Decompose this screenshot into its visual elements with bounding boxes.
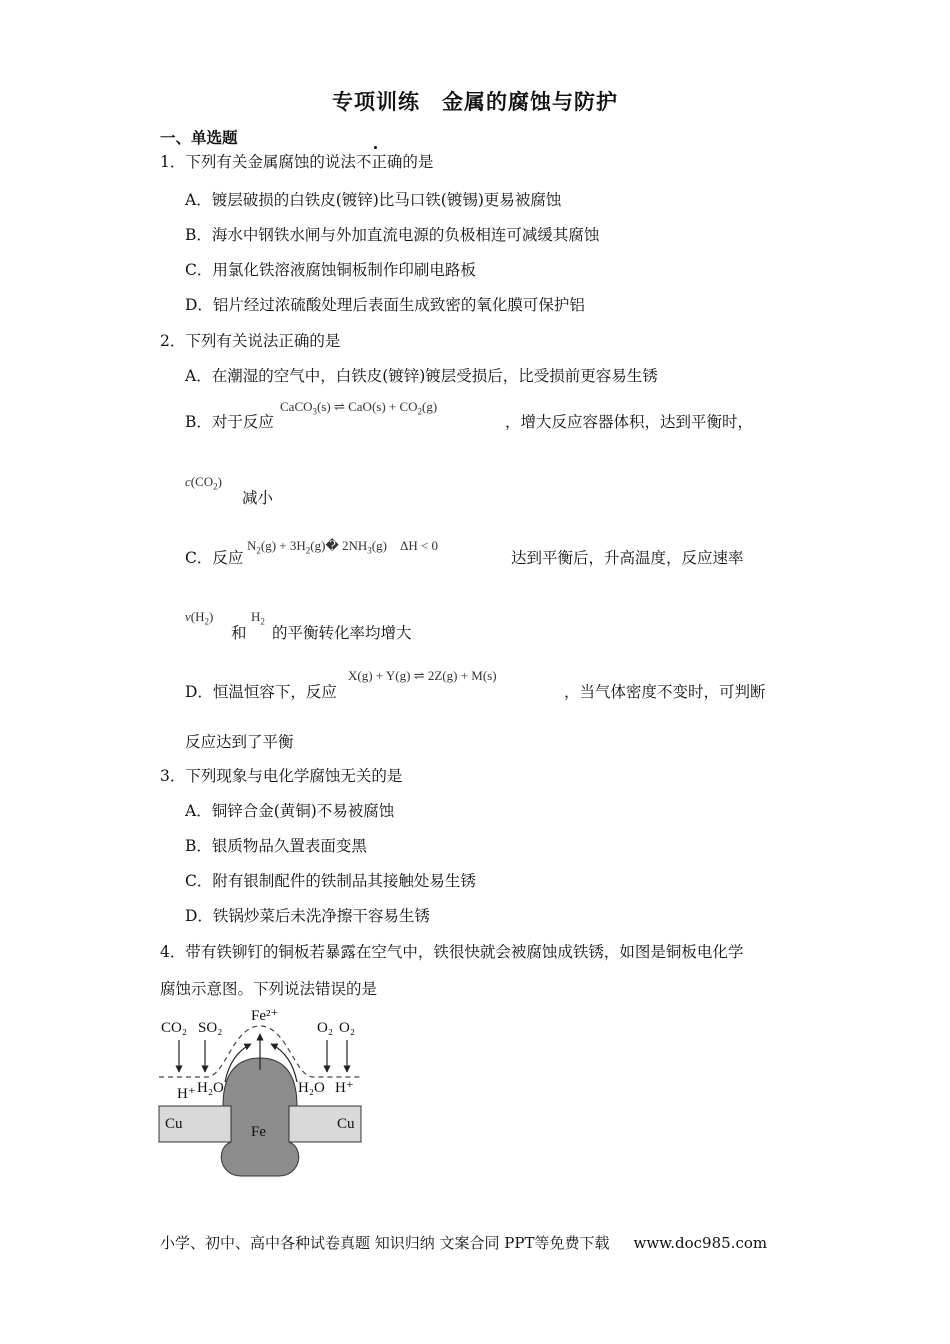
- question-4-line1: 4．带有铁铆钉的铜板若暴露在空气中，铁很快就会被腐蚀成铁锈，如图是铜板电化学: [160, 943, 744, 961]
- question-2-option-d-prefix: D．恒温恒容下，反应: [185, 683, 337, 701]
- question-3-option-a: A．铜锌合金(黄铜)不易被腐蚀: [185, 802, 395, 820]
- label-h2o-left: H₂O: [197, 1080, 224, 1096]
- question-3-stem: 3．下列现象与电化学腐蚀无关的是: [160, 767, 403, 785]
- formula-image-xyzm: X(g) + Y(g) ⇌ 2Z(g) + M(s): [348, 668, 497, 683]
- label-fe: Fe: [251, 1124, 266, 1140]
- formula-image-caco3: CaCO$_3$(s) ⇌ $CaO(s) + CO_2(g)$: [280, 399, 438, 417]
- question-2-option-c-and: 和: [231, 624, 247, 642]
- question-2-option-b-prefix: B．对于反应: [185, 413, 274, 431]
- question-3-option-d: D．铁锅炒菜后未洗净擦干容易生锈: [185, 907, 430, 925]
- label-co2: CO₂: [161, 1020, 188, 1036]
- emphasis-dot: [374, 146, 377, 149]
- label-h-left: H⁺: [177, 1086, 196, 1102]
- question-2-option-a: A．在潮湿的空气中，白铁皮(镀锌)镀层受损后，比受损前更容易生锈: [185, 367, 658, 385]
- fe-rivet: [221, 1058, 298, 1176]
- label-so2: SO₂: [198, 1020, 223, 1036]
- corrosion-diagram: [155, 1000, 370, 1185]
- question-2-option-d-suffix: ，当气体密度不变时，可判断: [564, 683, 766, 701]
- question-1-option-d: D．铝片经过浓硫酸处理后表面生成致密的氧化膜可保护铝: [185, 296, 585, 314]
- formula-image-c-co2: $c(CO_2)$: [185, 474, 223, 492]
- label-h2o-right: H₂O: [298, 1080, 325, 1096]
- question-4-line2: 腐蚀示意图。下列说法错误的是: [160, 980, 378, 998]
- question-2-option-b-suffix: ，增大反应容器体积，达到平衡时，: [505, 413, 754, 431]
- label-cu-right: Cu: [337, 1116, 355, 1132]
- question-2-stem: 2．下列有关说法正确的是: [160, 332, 341, 350]
- question-1-stem: 1．下列有关金属腐蚀的说法不正确的是: [160, 153, 434, 171]
- question-3-option-b: B．银质物品久置表面变黑: [185, 837, 367, 855]
- section-heading: 一、单选题: [160, 128, 238, 147]
- page-title: 专项训练 金属的腐蚀与防护: [332, 89, 618, 114]
- formula-image-n2-nh3: $N_2(g)$ + $3H_2(g)�$ $2NH_3(g)$ ΔH < 0: [247, 538, 439, 556]
- question-3-option-c: C．附有银制配件的铁制品其接触处易生锈: [185, 872, 476, 890]
- question-2-option-b-line2: 减小: [242, 489, 274, 507]
- label-o2-a: O₂: [317, 1020, 334, 1036]
- label-cu-left: Cu: [165, 1116, 183, 1132]
- label-fe-ion: Fe²⁺: [251, 1008, 279, 1024]
- footer-url: www.doc985.com: [633, 1234, 768, 1252]
- formula-image-h2: $H_2$: [251, 609, 265, 627]
- question-2-option-c-prefix: C．反应: [185, 549, 244, 567]
- footer-text: 小学、初中、高中各种试卷真题 知识归纳 文案合同 PPT等免费下载: [160, 1234, 610, 1252]
- question-1-option-a: A．镀层破损的白铁皮(镀锌)比马口铁(镀锡)更易被腐蚀: [185, 191, 562, 209]
- formula-image-v-h2: $v(H_2)$: [185, 609, 214, 627]
- label-h-right: H⁺: [335, 1080, 354, 1096]
- question-2-option-d-line2: 反应达到了平衡: [185, 733, 294, 751]
- question-2-option-c-suffix: 达到平衡后，升高温度，反应速率: [511, 549, 744, 567]
- label-o2-b: O₂: [339, 1020, 356, 1036]
- question-1-option-c: C．用氯化铁溶液腐蚀铜板制作印刷电路板: [185, 261, 476, 279]
- question-2-option-c-line2: 的平衡转化率均增大: [272, 624, 412, 642]
- page-footer: [160, 1232, 767, 1253]
- question-1-option-b: B．海水中钢铁水闸与外加直流电源的负极相连可减缓其腐蚀: [185, 226, 600, 244]
